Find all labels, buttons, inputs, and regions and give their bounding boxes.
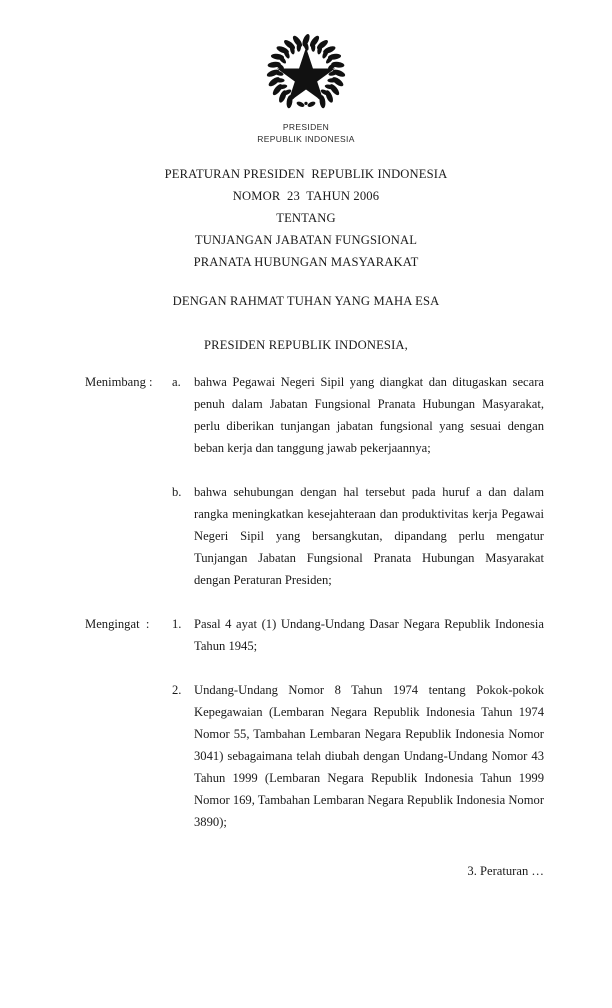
list-item bbox=[172, 613, 544, 657]
list-marker: b. bbox=[172, 485, 182, 499]
preamble-block bbox=[0, 290, 612, 356]
garuda-star-wreath-emblem bbox=[260, 32, 352, 118]
considerations-section bbox=[85, 371, 544, 591]
legal-basis-items bbox=[172, 613, 544, 833]
list-marker: 1. bbox=[172, 617, 182, 631]
page-catchword: 3. Peraturan … bbox=[467, 864, 544, 878]
considerations-items bbox=[172, 371, 544, 591]
list-item bbox=[172, 679, 544, 833]
list-text: Pasal 4 ayat (1) Undang-Undang Dasar Negara Republik Indonesia Tahun 1945; bbox=[194, 617, 544, 653]
title-subject-line-2: PRANATA HUBUNGAN MASYARAKAT bbox=[193, 255, 419, 269]
document-title-block bbox=[0, 163, 612, 273]
document-body bbox=[85, 371, 544, 833]
legal-basis-label: Mengingat : bbox=[85, 617, 150, 631]
list-text: bahwa Pegawai Negeri Sipil yang diangkat dan ditugaskan secara penuh dalam Jabatan Fungsional Pranata Hubungan Masyarakat, perlu diberikan tunjangan jabatan fungsional yang sesuai dengan beban kerja dan tanggung jawab pekerjaannya; bbox=[194, 375, 544, 455]
list-text: Undang-Undang Nomor 8 Tahun 1974 tentang Pokok-pokok Kepegawaian (Lembaran Negara Republik Indonesia Tahun 1974 Nomor 55, Tambahan Lembaran Negara Republik Indonesia Nomor 3041) sebagaimana telah diubah dengan Undang-Undang Nomor 43 Tahun 1999 (Lembaran Negara Republik Indonesia Tahun 1999 Nomor 169, Tambahan Lembaran Negara Republik Indonesia Nomor 3890); bbox=[194, 683, 545, 829]
preamble-authority: PRESIDEN REPUBLIK INDONESIA, bbox=[204, 338, 408, 352]
list-marker: a. bbox=[172, 375, 181, 389]
title-number-year: NOMOR 23 TAHUN 2006 bbox=[232, 189, 380, 203]
emblem-caption-line-2: REPUBLIK INDONESIA bbox=[257, 133, 355, 144]
legal-basis-section bbox=[85, 613, 544, 833]
list-marker: 2. bbox=[172, 683, 182, 697]
title-subject-line-1: TUNJANGAN JABATAN FUNGSIONAL bbox=[194, 233, 418, 247]
title-about-label: TENTANG bbox=[276, 211, 336, 225]
considerations-label: Menimbang : bbox=[85, 375, 153, 389]
emblem-caption bbox=[0, 122, 612, 145]
list-item bbox=[172, 481, 544, 591]
preamble-blessing: DENGAN RAHMAT TUHAN YANG MAHA ESA bbox=[172, 294, 440, 308]
list-item bbox=[172, 371, 544, 459]
emblem-caption-line-1: PRESIDEN bbox=[282, 122, 330, 132]
list-text: bahwa sehubungan dengan hal tersebut pada huruf a dan dalam rangka meningkatkan kesejahteraan dan produktivitas kerja Pegawai Negeri Sipil yang bersangkutan, dipandang perlu mengatur Tunjangan Jabatan Fungsional Pranata Hubungan Masyarakat dengan Peraturan Presiden; bbox=[194, 485, 544, 587]
title-regulation-type: PERATURAN PRESIDEN REPUBLIK INDONESIA bbox=[164, 167, 448, 181]
emblem-block bbox=[0, 32, 612, 145]
